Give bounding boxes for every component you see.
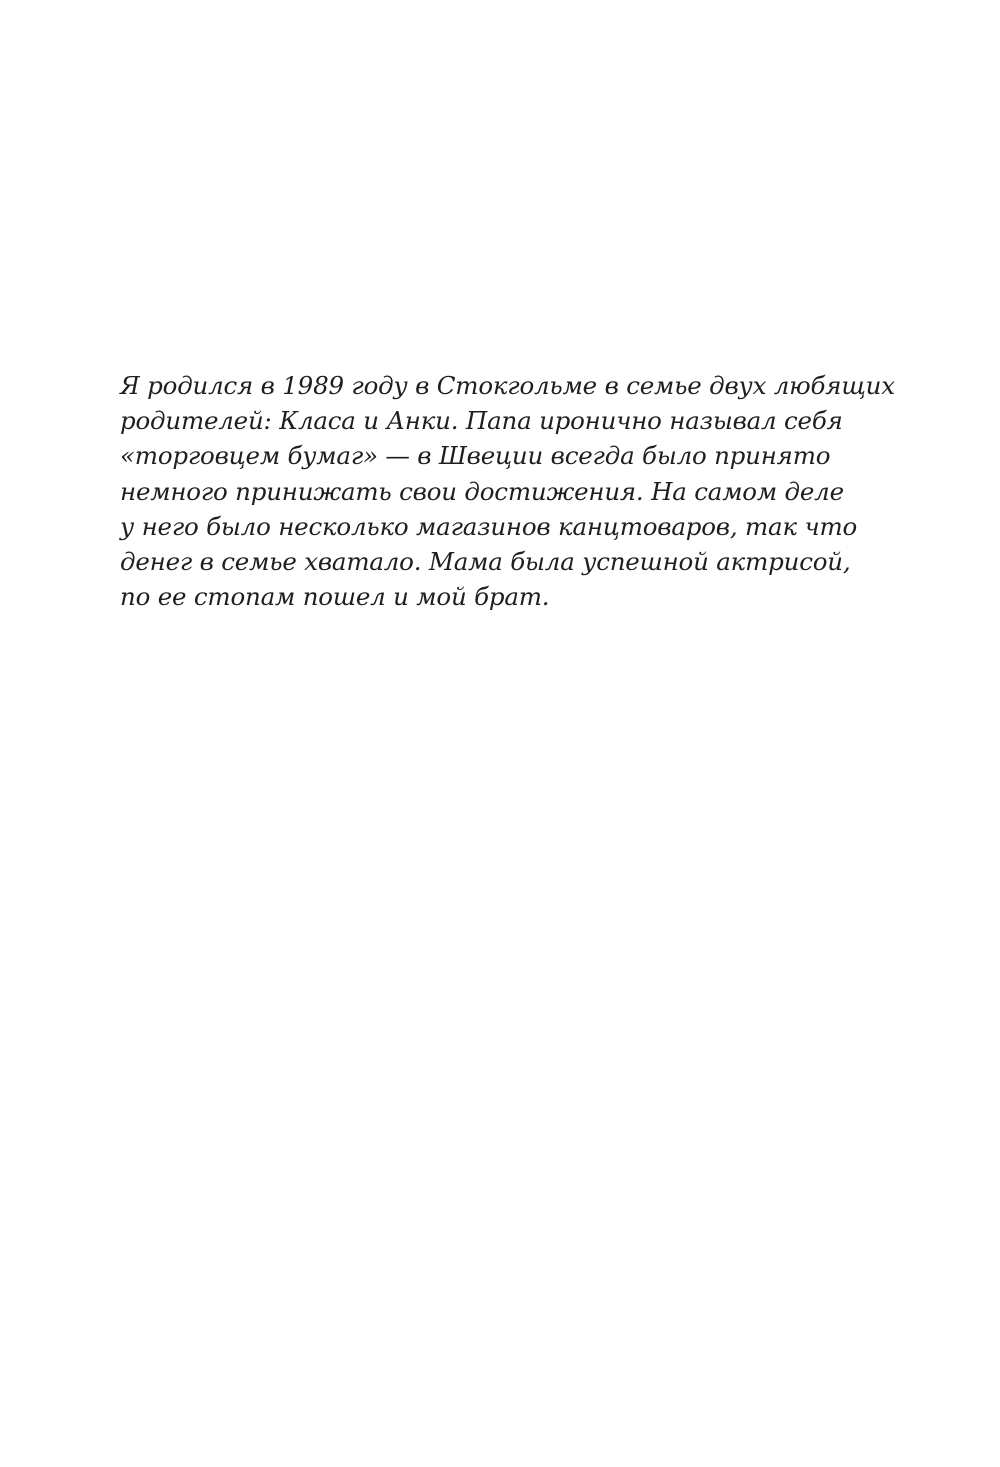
paragraph-line-2: родителей: Класа и Анки. Папа иронично называл себя — [120, 406, 843, 436]
paragraph-line-5: у него было несколько магазинов канцтоваров, так что — [120, 511, 858, 541]
paragraph-line-4: немного принижать свои достижения. На самом деле — [120, 476, 844, 506]
paragraph-line-7: по ее стопам пошел и мой брат. — [120, 582, 550, 612]
paragraph-line-1: Я родился в 1989 году в Стокгольме в семье двух любящих — [120, 371, 895, 400]
italic-paragraph — [120, 368, 895, 614]
paragraph-line-3: «торговцем бумаг» — в Швеции всегда было принято — [120, 441, 831, 471]
paragraph-line-6: денег в семье хватало. Мама была успешной актрисой, — [120, 547, 851, 577]
